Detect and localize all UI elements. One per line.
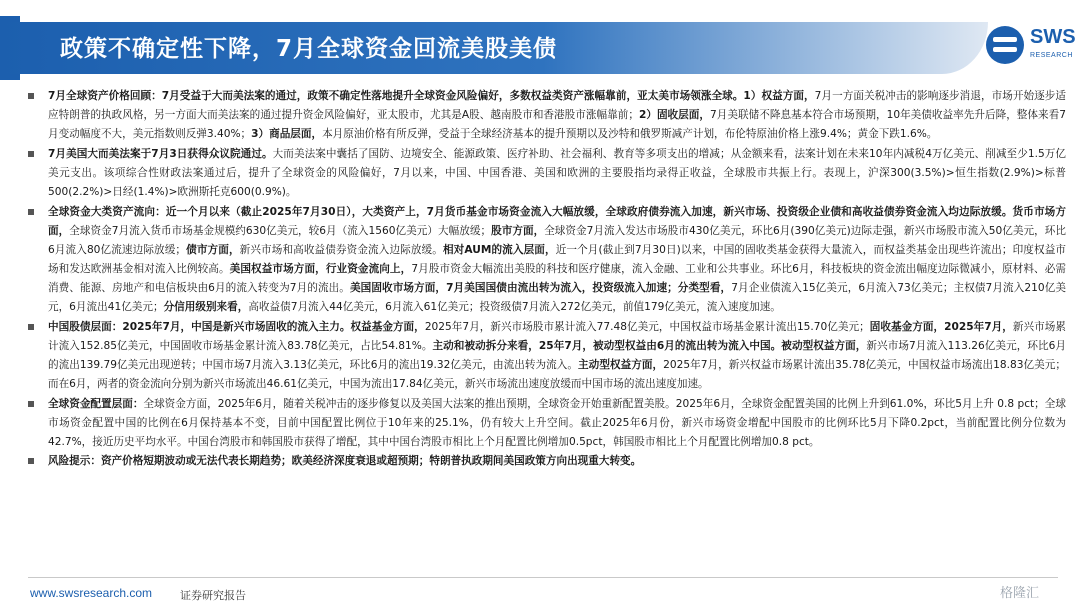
bold-text-segment: 3）商品层面， [251,128,323,141]
text-segment: 本月原油价格有所反弹，受益于全球经济基本的提升预期以及沙特和俄罗斯减产计划，布伦特原油价格上涨9.4%；黄金下跌1.6%。 [322,128,938,141]
bold-text-segment: 分信用级别来看， [163,301,249,314]
square-bullet-icon [28,401,34,407]
text-segment: 2025年7月，新兴市场股市累计流入77.48亿美元，中国权益市场基金累计流出15.70亿美元； [424,320,870,333]
bold-text-segment: 全球资金配置层面： [48,397,144,410]
bold-text-segment: 7月美国大而美法案于7月3日获得众议院通过。 [48,147,273,160]
bold-text-segment: 主动和被动拆分来看，25年7月，被动型权益由6月的流出转为流入中国。被动型权益方面， [432,339,867,352]
text-segment: 全球资金7月流入货币市场基金规模约630亿美元，较6月（流入1560亿美元）大幅放缓； [69,224,492,237]
text-segment: 全球资金7月流入发达市场股市430亿美元，环比6月(390亿美元)边际走强，新兴市场股市流入50亿美元，环比6月流入80亿流速边际放缓； [48,224,1067,256]
sws-logo-icon [986,26,1024,64]
text-segment: 大而美法案中囊括了国防、边境安全、能源政策、医疗补助、社会福利、教育等多项支出的增减；从金额来看，法案计划在未来10年内减税4万亿美元、削减至少1.5万亿美元支出。该项综合性财政法案通过后，提升了全球资金的风险偏好，7月以来，中国、中国香港、美国和欧洲的主要股指均录得正收益，全球股市共振上行。表现上，沪深300(3.5%)>恒生指数(2.9%)>标普500(2.2%)>日经(1.4%)>欧洲斯托克600(0.9%)。 [48,147,1066,198]
text-segment: 7月美联储不降息基本符合市场预期，10年美债收益率先升后降，整体来看7月变动幅度不大，美元指数则反弹3.40%； [48,109,1066,141]
bold-text-segment: 主动型权益方面， [578,358,664,371]
text-segment: 近一个月(截止到7月30日)以来，中国的固收类基金获得大量流入，而权益类基金出现些许流出；印度权益市场和发达欧洲基金相对流入比例较高。 [48,243,1066,275]
square-bullet-icon [28,209,34,215]
bold-text-segment: 相对AUM的流入层面， [442,243,556,256]
slide-footer [0,574,1080,608]
bold-text-segment: 7月全球资产价格回顾：7月受益于大而美法案的通过，政策不确定性落地提升全球资金风险偏好，多数权益类资产涨幅靠前，亚太美市场领涨全球。1）权益方面， [48,90,815,102]
bold-text-segment: 全球资金大类资产流向：近一个月以来（截止2025年7月30日），大类资产上，7月货币基金市场资金流入大幅放缓，全球政府债券流入加速，新兴市场、投资级企业债和高收益债券资金流入均边际放缓。货币市场方面， [48,205,1066,237]
footer-website-link[interactable]: www.swsresearch.com [30,586,153,600]
slide-header [0,0,1080,88]
square-bullet-icon [28,324,34,330]
bold-text-segment: 债市方面， [186,243,240,256]
square-bullet-icon [28,93,34,99]
bullet-paragraph [26,318,1066,394]
bullet-paragraph [26,395,1066,452]
text-segment: 7月股市资金大幅流出美股的科技和医疗健康，流入金融、工业和公共事业。环比6月，科技板块的资金流出幅度边际微减小，原材料、必需消费、能源、房地产和电信板块由6月的流入转变为7月的流出。 [48,262,1067,294]
footer-label: 证券研究报告 [180,589,246,602]
page-title: 政策不确定性下降，7月全球资金回流美股美债 [60,36,558,62]
bullet-paragraph [26,203,1066,318]
report-body [26,87,1066,472]
square-bullet-icon [28,458,34,464]
bold-text-segment: 中国股债层面：2025年7月，中国是新兴市场固收的流入主力。权益基金方面， [48,320,425,333]
bold-text-segment: 风险提示：资产价格短期波动或无法代表长期趋势；欧美经济深度衰退或超预期；特朗普执政期间美国政策方向出现重大转变。 [48,455,642,468]
sws-logo [986,22,1076,72]
bullet-paragraph [26,87,1066,144]
bold-text-segment: 2）固收层面， [638,109,711,122]
bold-text-segment: 股市方面， [491,224,545,237]
text-segment: 高收益债7月流入44亿美元，6月流入61亿美元；投资级债7月流入272亿美元，前值179亿美元，流入速度加速。 [248,301,781,314]
text-segment: 2025年7月，新兴权益市场累计流出35.78亿美元，中国权益市场流出18.83亿美元；而在6月，两者的资金流向分别为新兴市场流出46.61亿美元，中国为流出17.84亿美元，新兴市场流出速度放缓而中国市场的流出速度加速。 [48,358,1066,390]
text-segment: 全球资金方面，2025年6月，随着关税冲击的逐步修复以及美国大法案的推出预期，全球资金开始重新配置美股。2025年6月，全球资金配置美国的比例上升到61.0%，环比5月上升 0.8 pct；全球市场资金配置中国的比例在6月保持基本不变，目前中国配置比例位于10年来的25.1%，仍有较大上升空间。截止2025年6月份，新兴市场资金增配中国股市的比例环比5月下降0.2pct，当前配置比例分位数为42.7%，接近历史平均水平。中国台湾股市和韩国股市获得了增配，其中中国台湾股市相比上个月配置比例增加0.5pct，韩国股市相比上个月配置比例增加0.8 pct。 [48,397,1066,448]
square-bullet-icon [28,151,34,157]
bold-text-segment: 美国固收市场方面，7月美国国债由流出转为流入，投资级流入加速；分类型看， [349,281,732,294]
footer-divider [28,577,1058,578]
bullet-paragraph [26,452,1066,471]
text-segment: 新兴市场累计流入152.85亿美元，中国固收市场基金累计流入83.78亿美元，占比54.81%。 [48,320,1067,352]
text-segment: 新兴市场和高收益债券资金流入边际放缓。 [239,243,443,256]
text-segment: 7月企业债流入15亿美元，6月流入73亿美元；主权债7月流入210亿美元，6月流出41亿美元； [48,281,1066,314]
bold-text-segment: 美国权益市场方面，行业资金流向上， [229,262,412,275]
logo-text: SWS [1030,26,1076,48]
bold-text-segment: 固收基金方面，2025年7月， [869,320,1013,333]
watermark: 格隆汇 [1000,586,1040,601]
logo-subtext: RESEARCH [1030,52,1073,59]
text-segment: 7月一方面关税冲击的影响逐步消退，市场开始逐步适应特朗普的执政风格，另一方面大而美法案的通过提升资金风险偏好，亚太股市，尤其是A股、越南股市和香港股市涨幅靠前； [48,90,1066,122]
bullet-paragraph [26,145,1066,202]
text-segment: 新兴市场7月流入113.26亿美元，环比6月的流出139.79亿美元出现逆转；中国市场7月流入3.13亿美元，环比6月的流出19.32亿美元，由流出转为流入。 [48,339,1066,371]
